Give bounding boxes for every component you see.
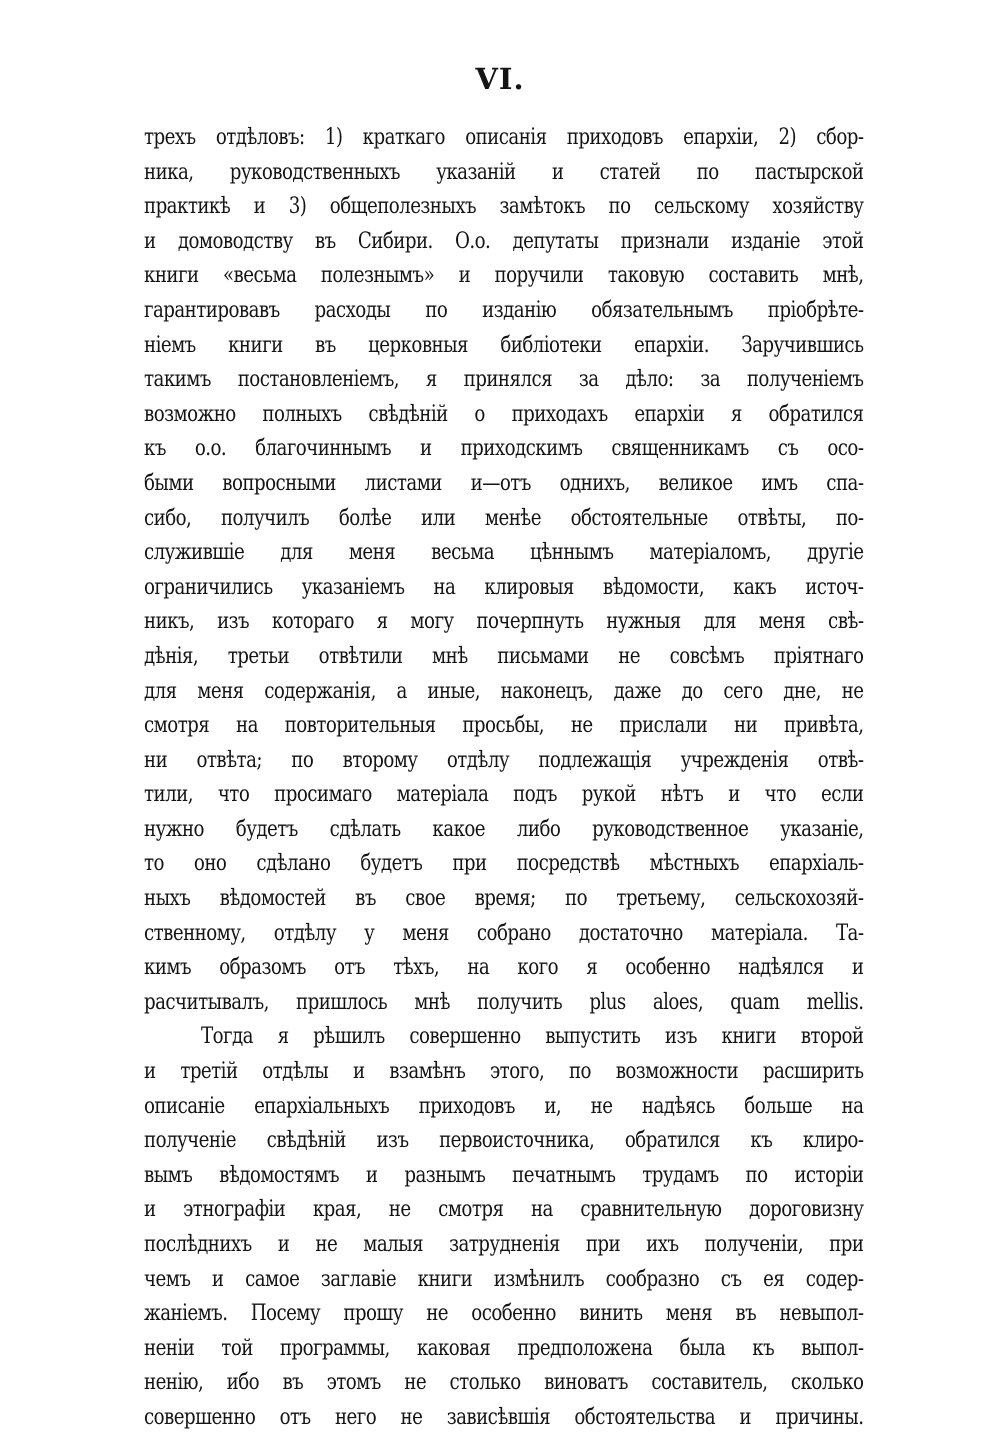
text-line: тили, что просимаго матеріала подъ рукой нѣтъ и что если [144,782,864,808]
paragraph-1 [144,121,864,1020]
text-line: послѣднихъ и не малыя затрудненія при ихъ полученіи, при [144,1232,864,1257]
text-line: и домоводству въ Сибири. О.о. депутаты признали изданіе этой [144,228,864,254]
text-line: расчитывалъ, пришлось мнѣ получить plus aloes, quam mellis. [144,989,864,1015]
text-line: ственному, отдѣлу у меня собрано достаточно матеріала. Та- [144,920,864,946]
text-line: служившіе для меня весьма цѣннымъ матеріаломъ, другіе [144,540,864,566]
text-line: ни отвѣта; по второму отдѣлу подлежащія учрежденія отвѣ- [144,747,864,773]
text-line: ненію, ибо въ этомъ не столько виноватъ составитель, сколько [144,1370,864,1396]
text-line: практикѣ и 3) общеполезныхъ замѣтокъ по сельскому хозяйству [144,194,864,220]
text-line: совершенно отъ него не зависѣвшія обстоятельства и причины. [144,1404,864,1430]
text-line: полученіе свѣдѣній изъ первоисточника, обратился къ клиро- [144,1128,864,1154]
text-line: такимъ постановленіемъ, я принялся за дѣло: за полученіемъ [144,367,864,393]
text-line: гарантировавъ расходы по изданію обязательнымъ пріобрѣте- [144,297,864,323]
text-line: книги «весьма полезнымъ» и поручили таковую составить мнѣ, [144,263,864,289]
text-line: ніемъ книги въ церковныя библіотеки епархіи. Заручившись [144,332,864,358]
text-line: и третій отдѣлы и взамѣнъ этого, по возможности расширить [144,1059,864,1085]
body-text [144,121,864,1436]
page-number: VI. [475,62,525,96]
text-line: дѣнія, третьи отвѣтили мнѣ письмами не совсѣмъ пріятнаго [144,643,864,669]
text-line: то оно сдѣлано будетъ при посредствѣ мѣстныхъ епархіаль- [144,851,864,877]
text-line: нужно будетъ сдѣлать какое либо руководственное указаніе, [144,816,864,842]
text-line: и этнографіи края, не смотря на сравнительную дороговизну [144,1197,864,1223]
text-line: жаніемъ. Посему прошу не особенно винить меня въ невыпол- [144,1301,864,1327]
text-line: Тогда я рѣшилъ совершенно выпустить изъ книги второй [201,1024,864,1050]
text-line: никъ, изъ котораго я могу почерпнуть нужныя для меня свѣ- [144,609,864,635]
text-line: ныхъ вѣдомостей въ свое время; по третьему, сельскохозяй- [144,886,864,912]
text-line: къ о.о. благочиннымъ и приходскимъ священникамъ съ осо- [144,436,864,462]
text-line: описаніе епархіальныхъ приходовъ и, не надѣясь больше на [144,1093,864,1119]
text-line: ограничились указаніемъ на клировыя вѣдомости, какъ источ- [144,574,864,600]
paragraph-2 [144,1020,864,1435]
text-line: кимъ образомъ отъ тѣхъ, на кого я особенно надѣялся и [144,955,864,981]
text-line: вымъ вѣдомостямъ и разнымъ печатнымъ трудамъ по исторіи [144,1162,864,1188]
text-line: неніи той программы, каковая предположена была къ выпол- [144,1335,864,1361]
text-line: трехъ отдѣловъ: 1) краткаго описанія приходовъ епархіи, 2) сбор- [144,125,864,150]
text-line: чемъ и самое заглавіе книги измѣнилъ сообразно съ ея содер- [144,1266,864,1292]
text-line: для меня содержанія, а иные, наконецъ, даже до сего дне, не [144,678,864,704]
text-line: сибо, получилъ болѣе или менѣе обстоятельные отвѣты, по- [144,505,864,531]
text-line: возможно полныхъ свѣдѣній о приходахъ епархіи я обратился [144,401,864,427]
text-line: быми вопросными листами и—отъ однихъ, великое имъ спа- [144,470,864,496]
text-line: смотря на повторительныя просьбы, не прислали ни привѣта, [144,713,864,739]
text-line: ника, руководственныхъ указаній и статей по пастырской [144,159,864,185]
